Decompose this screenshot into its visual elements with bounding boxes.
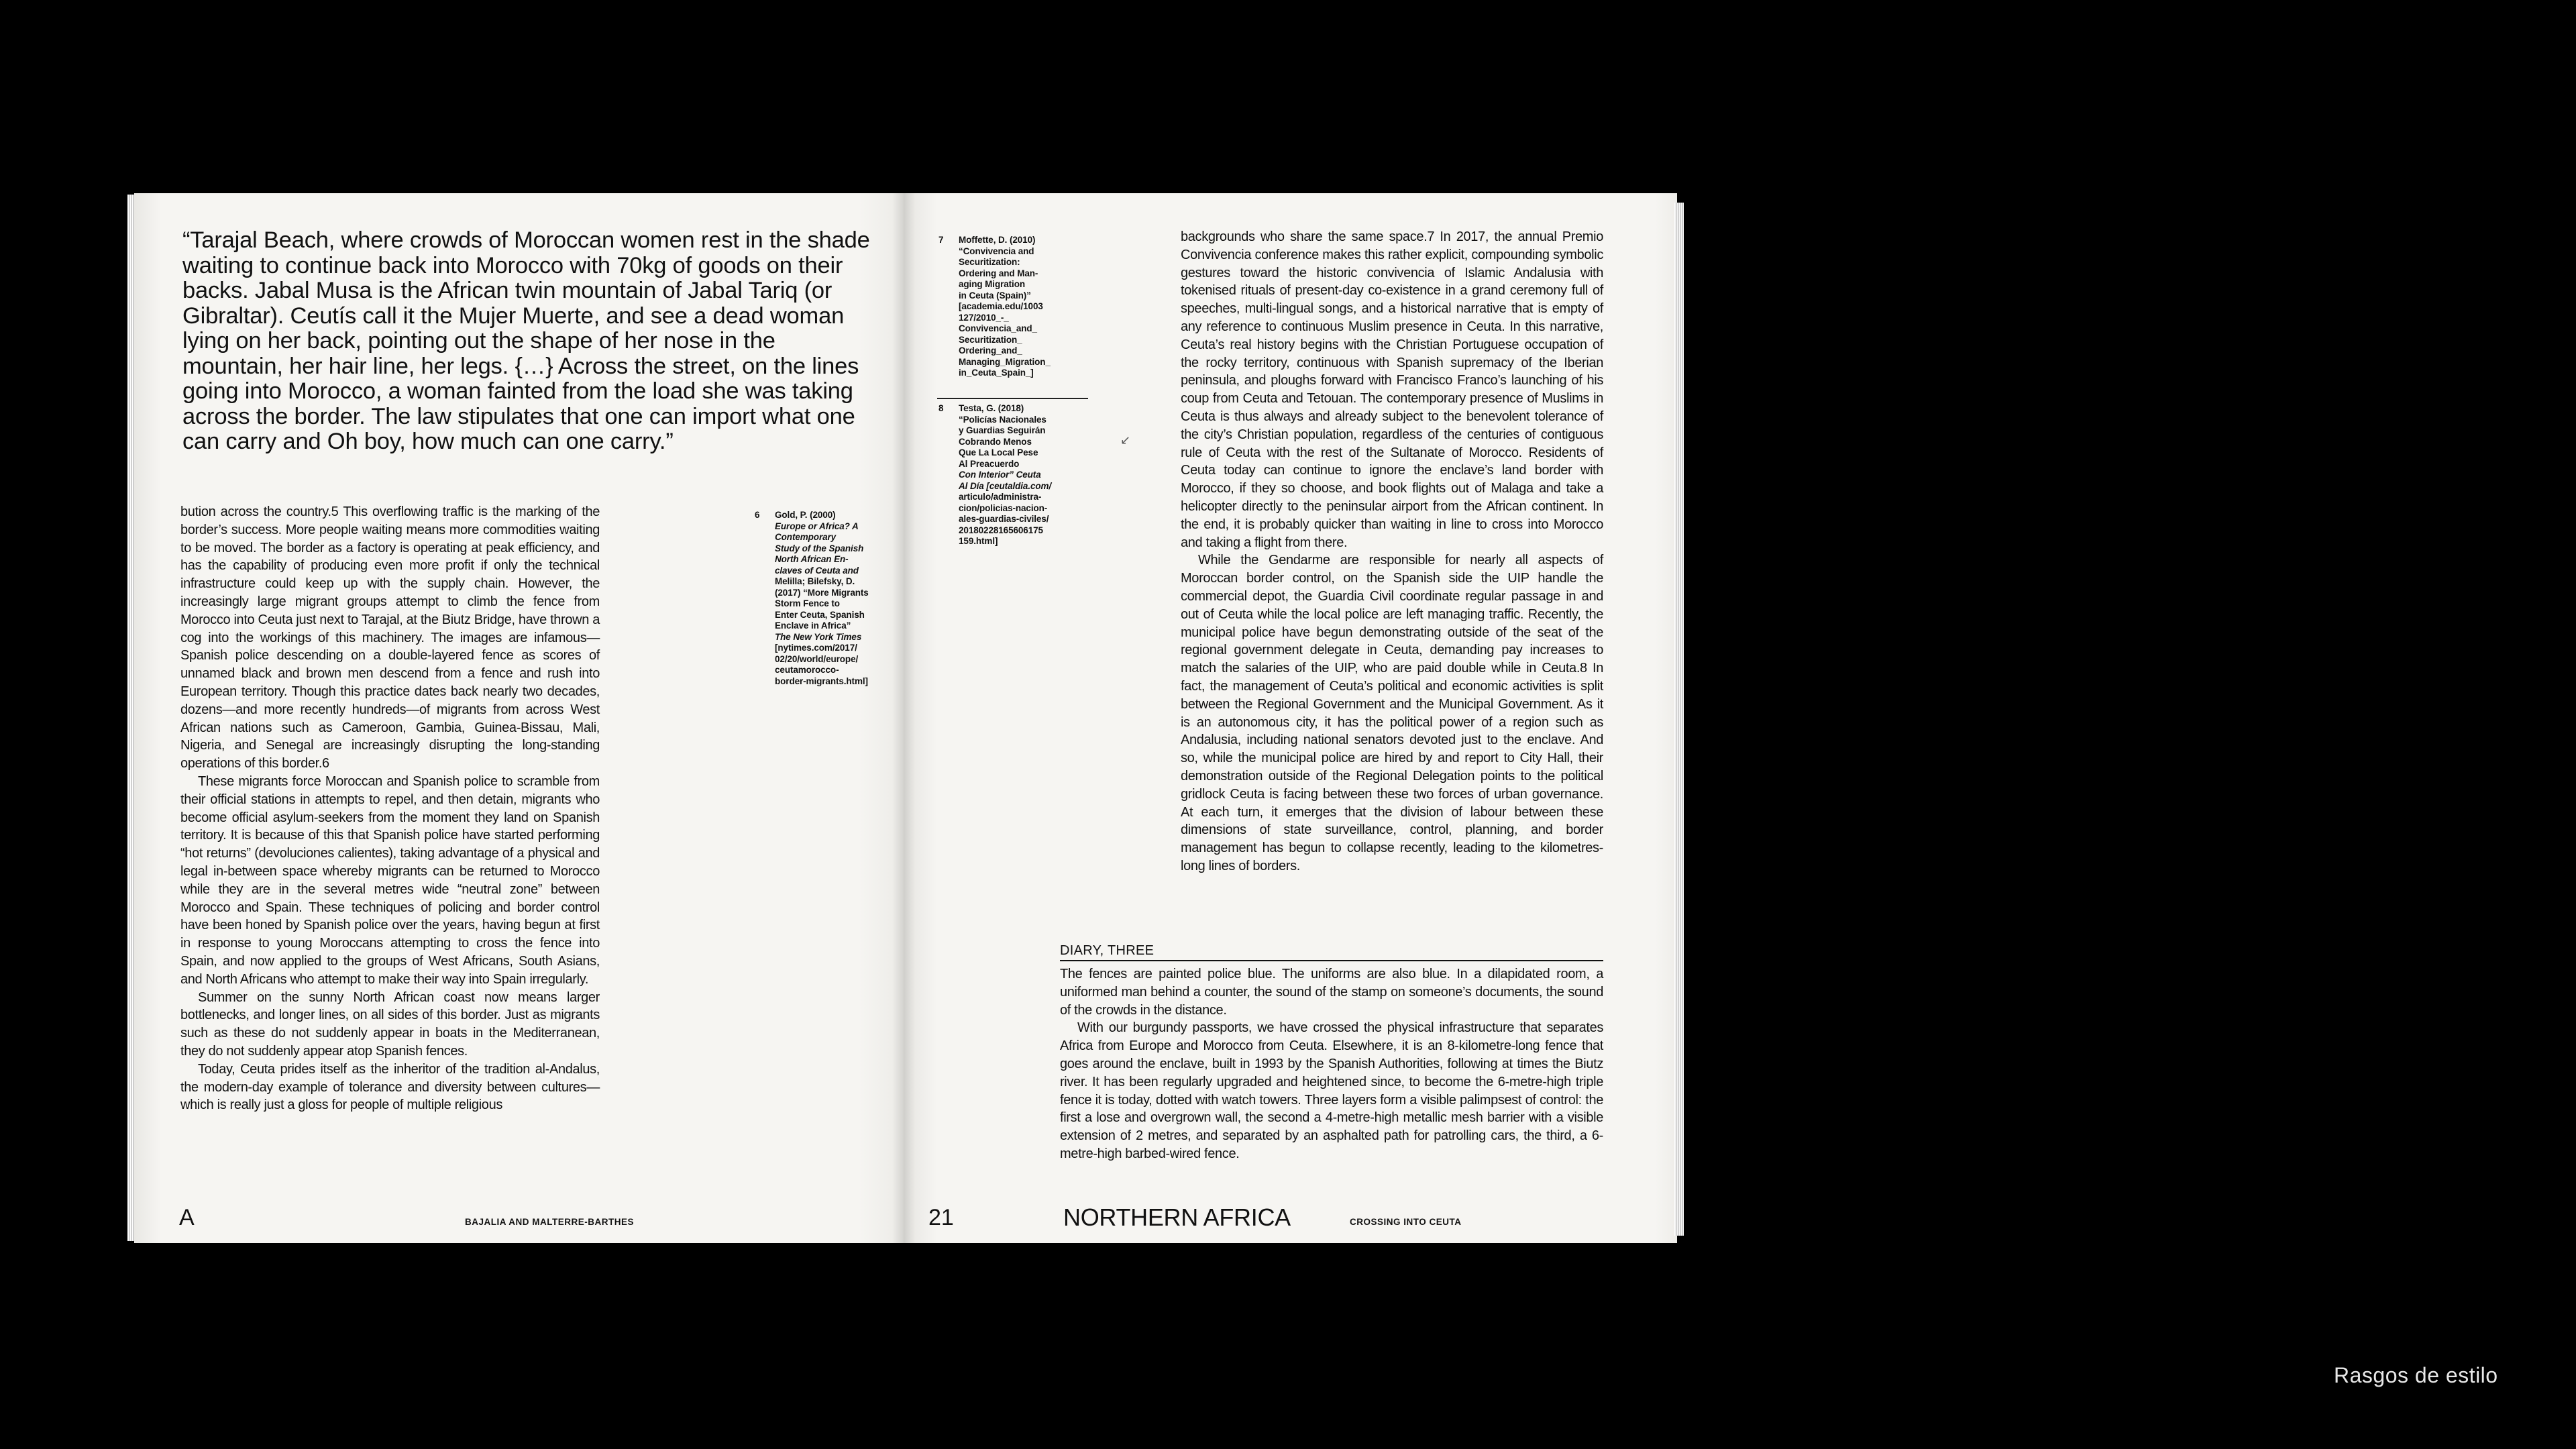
body-paragraph: These migrants force Moroccan and Spanish police to scramble from their official stations in attempts to repel, and then detain, migrants who become official asylum-seekers from the moment they land on Spanish territory. It is because of this that Spanish police have started performing “hot returns” (devoluciones calientes), taking advantage of a physical and legal in-between space whereby migrants can be returned to Morocco while they are in the several metres wide “neutral zone” between Morocco and Spain. These techniques of policing and border control have been honed by Spanish police over the years, having begun at first in response to young Moroccans attempting to cross the fence into Spain, and now applied to the groups of West Africans, South Asians, and North Africans who attempt to make their way into Spain irregularly. — [180, 773, 600, 987]
right-body-column — [1181, 228, 1603, 875]
magazine-spread — [134, 193, 1677, 1243]
pencil-mark: ↙ — [1120, 433, 1131, 447]
pull-quote: “Tarajal Beach, where crowds of Moroccan women rest in the shade waiting to continue back into Morocco with 70kg of goods on their backs. Jabal Musa is the African twin mountain of Jabal Tariq (or Gibraltar). Ceutís call it the Mujer Muerte, and see a dead woman lying on her back, pointing out the shape of her nose in the mountain, her hair line, her legs. {…} Across the street, on the lines going into Morocco, a woman fainted from the load she was taking across the border. The law stipulates that one can import what one can carry and Oh boy, how much can one carry.” — [182, 227, 870, 454]
footnote-6: 6 Gold, P. (2000) Europe or Africa? A Contemporary Study of the Spanish North African En- claves of Ceuta and Melilla; Bilefsky, D. (2017) “More Migrants Storm Fence to Enter Ceuta, Spanish Enclave in Africa” The New York Times [nytimes.com/2017/ 02/20/world/europe/ ceutamorocco- border-migrants.html] — [755, 510, 869, 686]
diary-paragraph: The fences are painted police blue. The uniforms are also blue. In a dilapidated room, a uniformed man behind a counter, the sound of the stamp on someone’s documents, the sound of the crowds in the distance. — [1060, 967, 1603, 1018]
footnote-8: 8 Testa, G. (2018) “Policías Nacionales y Guardias Seguirán Cobrando Menos Que La Local Pese Al Preacuerdo Con Interior” Ceuta Al Día [ceutaldia.com/ articulo/administra- cion/policias-nacion- ales-guardias-civiles/ 20180228165606175 159.html] — [938, 403, 1052, 546]
section-title: NORTHERN AFRICA — [1063, 1203, 1291, 1231]
diary-text — [1060, 965, 1603, 1163]
left-body-column — [180, 503, 600, 1114]
body-paragraph: While the Gendarme are responsible for nearly all aspects of Moroccan border control, on the Spanish side the UIP handle the commercial depot, the Guardia Civil coordinate regular passage in and out of Ceuta while the local police are left managing traffic. Recently, the municipal police have begun demonstrating outside of the seat of the regional government delegate in Ceuta, demanding pay increases to match the salaries of the UIP, who are paid double while in Ceuta.8 In fact, the management of Ceuta’s political and economic activities is split between the Regional Government and the Municipal Government. As it is an autonomous city, it has the political power of a region such as Andalusia, including national senators devoted just to the enclave. And so, while the municipal police are hired by and report to City Hall, their demonstration outside of the Regional Delegation points to the political gridlock Ceuta is facing between these two forces of urban governance. At each turn, it emerges that the division of labour between these dimensions of state surveillance, control, planning, and border management has begun to collapse recently, leading to the kilometres-long lines of borders. — [1181, 553, 1603, 873]
diary-paragraph: With our burgundy passports, we have crossed the physical infrastructure that separates Africa from Europe and Morocco from Ceuta. Elsewhere, it is an 8-kilometre-long fence that goes around the enclave, built in 1993 by the Spanish Authorities, following at times the Biutz river. It has been regularly upgraded and heightened since, to become the 6-metre-high triple fence it is today, dotted with watch towers. Three layers form a visible palimpsest of control: the first a lose and overgrown wall, the second a 4-metre-high metallic mesh barrier with a visible extension of 2 metres, and separated by an asphalted path for patrolling cars, the third, a 6-metre-high barbed-wired fence. — [1060, 1020, 1603, 1161]
body-paragraph: backgrounds who share the same space.7 In 2017, the annual Premio Convivencia conference makes this rather explicit, compounding symbolic gestures toward the historic convivencia of Islamic Andalusia with tokenised rituals of present-day co-existence in a grand ceremony full of speeches, multi-lingual songs, and a historical narrative that is empty of any reference to continuous Muslim presence in Ceuta. In this narrative, Ceuta’s real history begins with the Christian Portuguese occupation of the rocky territory, continuous with Spanish supremacy of the Iberian peninsula, and ploughs forward with Francisco Franco’s launching of his coup from Ceuta and Tetouan. The contemporary presence of Muslims in Ceuta is thus always and already subject to the benevolent tolerance of the city’s Christian population, regardless of the centuries of contiguous rule of Ceuta with the rest of the Sultanate of Morocco. Residents of Ceuta today can continue to ignore the enclave’s land border with Morocco, if they so choose, and book flights out of Malaga and take a helicopter directly to the peninsular airport from the African continent. In the end, it is probably quicker than waiting in line to cross into Morocco and taking a flight from there. — [1181, 229, 1603, 550]
body-paragraph: Today, Ceuta prides itself as the inheritor of the tradition al-Andalus, the modern-day example of tolerance and diversity between cultures—which is really just a gloss for people of multiple religious — [180, 1061, 600, 1113]
left-running-head: BAJALIA AND MALTERRE-BARTHES — [465, 1217, 634, 1227]
spine-gutter — [892, 193, 915, 1243]
diary-section — [1060, 943, 1603, 1163]
diary-heading: DIARY, THREE — [1060, 943, 1603, 961]
footnote-number: 7 — [938, 235, 944, 245]
right-page-edge — [1674, 203, 1684, 1236]
right-running-head: CROSSING INTO CEUTA — [1350, 1217, 1462, 1227]
body-paragraph: Summer on the sunny North African coast now means larger bottlenecks, and longer lines, on all sides of this border. Just as migrants such as these do not suddenly appear in boats in the Mediterranean, they do not suddenly appear atop Spanish fences. — [180, 989, 600, 1059]
body-paragraph: bution across the country.5 This overflowing traffic is the marking of the border’s success. More people waiting means more commodities waiting to be moved. The border as a factory is operating at peak efficiency, and has the capability of producing even more profit if only the technical infrastructure could keep up with the supply chain. However, the increasingly large migrant groups attempt to climb the fence from Morocco into Ceuta just next to Tarajal, at the Biutz Bridge, have thrown a cog into the workings of this machinery. The images are infamous—Spanish police descending on a double-layered fence as scores of unnamed black and brown men descend from a fence and rush into European territory. Though this practice dates back nearly two decades, dozens—and more recently hundreds—of migrants from across West African nations such as Cameroon, Gambia, Guinea-Bissau, Mali, Nigeria, and Senegal are increasingly disrupting the long-standing operations of this border.6 — [180, 504, 600, 771]
footnote-number: 6 — [755, 510, 760, 520]
footnote-number: 8 — [938, 403, 944, 413]
right-folio: 21 — [928, 1205, 954, 1230]
right-page — [904, 193, 1677, 1243]
slide-caption: Rasgos de estilo — [2334, 1363, 2498, 1387]
left-page — [134, 193, 904, 1243]
footnote-divider — [937, 398, 1088, 399]
footnote-7: 7 Moffette, D. (2010) “Convivencia and Securitization: Ordering and Man- aging Migration in Ceuta (Spain)” [academia.edu/1003 127/2010_-_ Convivencia_and_ Securitization_ Ordering_and_ Managing_Migration_ in_Ceuta_Spain_] — [938, 235, 1051, 378]
left-folio: A — [179, 1205, 195, 1230]
